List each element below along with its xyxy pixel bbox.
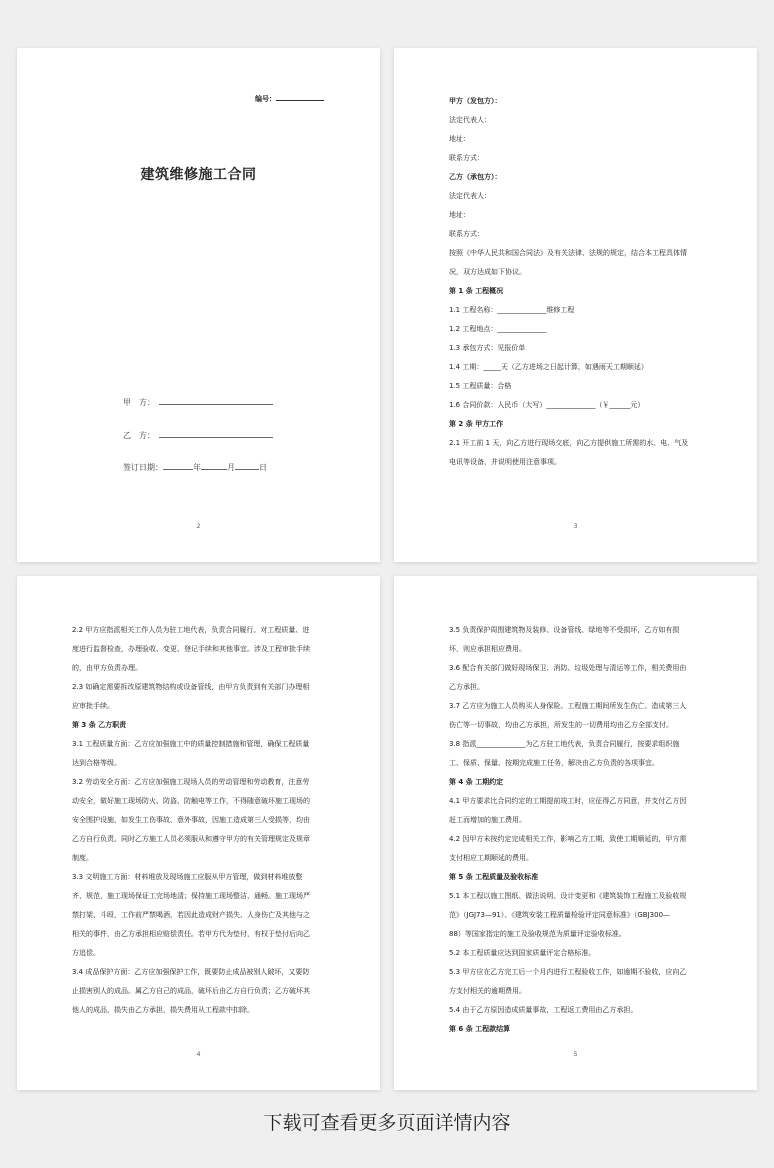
text-line: 2.1 开工前 1 天，向乙方进行现场交底，向乙方提供施工所需的水、电、气及: [449, 439, 689, 447]
text-line: 他人的成品，损失由乙方承担，损失费用从工程款中扣除。: [72, 1006, 254, 1014]
text-line: 3.7 乙方应为施工人员购买人身保险。工程施工期间所发生伤亡、造成第三人: [449, 702, 687, 710]
page-2-cover: [17, 48, 380, 562]
text-line: 1.1 工程名称：______________维修工程: [449, 306, 575, 314]
text-line: 电讯等设备，并说明使用注意事项。: [449, 458, 561, 466]
contract-number: 编号：: [255, 92, 324, 104]
text-line: 2.2 甲方应指派相关工作人员为驻工地代表，负责合同履行。对工程质量、进: [72, 626, 310, 634]
section-heading: 乙方（承包方）：: [449, 173, 502, 181]
text-line: 安全围护设施，如发生工伤事故、意外事故，因施工造成第三人受损等，均由: [72, 816, 310, 824]
text-line: 况，双方达成如下协议。: [449, 268, 526, 276]
text-line: 齐、规范，施工现场保证工完场地清；保持施工现场整洁、通畅。施工现场严: [72, 892, 310, 900]
text-line: 联系方式：: [449, 154, 484, 162]
page-4: [17, 576, 380, 1090]
text-line: 4.2 因甲方未按约定完成相关工作，影响乙方工期，致使工期顺延的，甲方需: [449, 835, 687, 843]
page-3: [394, 48, 757, 562]
section-heading: 第 4 条 工期约定: [449, 778, 504, 786]
section-heading: 第 6 条 工程款结算: [449, 1025, 511, 1033]
text-line: 制度。: [72, 854, 93, 862]
party-a-line: 甲 方：: [123, 395, 273, 408]
text-line: 3.8 指派______________为乙方驻工地代表，负责合同履行，按要求组织施: [449, 740, 680, 748]
page-number: 5: [573, 1051, 578, 1058]
party-b-line: 乙 方：: [123, 428, 273, 441]
text-line: 5.3 甲方应在乙方完工后一个月内进行工程验收工作，如逾期不验收，应向乙: [449, 968, 687, 976]
text-line: 应审批手续。: [72, 702, 114, 710]
text-line: 范》（JGJ73—91）、《建筑安装工程质量检验评定同意标准》（GBJ300—: [449, 911, 671, 919]
section-heading: 第 2 条 甲方工作: [449, 420, 504, 428]
text-line: 禁打架、斗殴，工作前严禁喝酒，若因此造成财产损失、人身伤亡及其他与之: [72, 911, 310, 919]
text-line: 88）等国家指定的施工及验收规范为质量评定验收标准。: [449, 930, 626, 938]
contract-number-blank: [276, 92, 324, 101]
text-line: 1.4 工期：_____天（乙方进场之日起计算，如遇雨天工期顺延）: [449, 363, 648, 371]
text-line: 伤亡等一切事故，均由乙方承担，所发生的一切费用均由乙方全部支付。: [449, 721, 673, 729]
text-line: 的，由甲方负责办理。: [72, 664, 142, 672]
page-3-text: [449, 92, 705, 472]
section-heading: 第 1 条 工程概况: [449, 287, 504, 295]
text-line: 方追偿。: [72, 949, 100, 957]
text-line: 止损害别人的成品。属乙方自己的成品，破坏后由乙方自行负责；乙方破坏其: [72, 987, 310, 995]
text-line: 5.4 由于乙方原因造成质量事故，工程返工费用由乙方承担。: [449, 1006, 638, 1014]
text-line: 3.4 成品保护方面：乙方应加强保护工作，既要防止成品被别人破坏，又要防: [72, 968, 310, 976]
text-line: 按照《中华人民共和国合同法》及有关法律、法规的规定，结合本工程具体情: [449, 249, 687, 257]
section-heading: 第 5 条 工程质量及验收标准: [449, 873, 539, 881]
text-line: 地址：: [449, 211, 470, 219]
text-line: 1.3 承包方式：见报价单: [449, 344, 526, 352]
text-line: 4.1 甲方要求比合同约定的工期提前竣工时，应征得乙方同意，并支付乙方因: [449, 797, 687, 805]
text-line: 法定代表人：: [449, 192, 491, 200]
text-line: 1.6 合同价款：人民币（大写）______________（￥______元）: [449, 401, 645, 409]
text-line: 5.2 本工程质量应达到国家质量评定合格标准。: [449, 949, 596, 957]
page-5: [394, 576, 757, 1090]
text-line: 地址：: [449, 135, 470, 143]
text-line: 3.2 劳动安全方面：乙方应加强施工现场人员的劳动管理和劳动教育，注意劳: [72, 778, 310, 786]
section-heading: 甲方（发包方）：: [449, 97, 502, 105]
page-number: 4: [196, 1051, 201, 1058]
text-line: 1.2 工程地点：______________: [449, 325, 547, 333]
text-line: 支付相应工期顺延的费用。: [449, 854, 533, 862]
text-line: 坏，则应承担相应费用。: [449, 645, 526, 653]
more-pages-caption: 下载可查看更多页面详情内容: [263, 1112, 511, 1134]
page-title: 建筑维修施工合同: [140, 167, 257, 183]
page-number: 2: [196, 523, 201, 530]
section-heading: 第 3 条 乙方职责: [72, 721, 127, 729]
text-line: 度进行监督检查，办理验收、变更、登记手续和其他事宜。涉及工程审批手续: [72, 645, 310, 653]
text-line: 法定代表人：: [449, 116, 491, 124]
sign-date-line: 签订日期： 年 月 日: [123, 460, 267, 473]
text-line: 乙方承担。: [449, 683, 484, 691]
text-line: 相关的事件，由乙方承担相应赔偿责任。若甲方代为垫付，有权于垫付后向乙: [72, 930, 310, 938]
text-line: 5.1 本工程以施工图纸、做法说明、设计变更和《建筑装饰工程施工及验收规: [449, 892, 687, 900]
text-line: 3.3 文明施工方面：材料堆放及现场施工应服从甲方管理，做到材料堆放整: [72, 873, 303, 881]
text-line: 联系方式：: [449, 230, 484, 238]
text-line: 方支付相关的逾期费用。: [449, 987, 526, 995]
page-5-text: [449, 621, 705, 1039]
page-4-text: [72, 621, 328, 1020]
text-line: 1.5 工程质量：合格: [449, 382, 512, 390]
text-line: 达到合格等级。: [72, 759, 121, 767]
text-line: 动安全，做好施工现场防火、防盗、防触电等工作，不得随意破坏施工现场的: [72, 797, 310, 805]
text-line: 2.3 如确定需要拆改原建筑物结构或设备管线，由甲方负责到有关部门办理相: [72, 683, 310, 691]
text-line: 乙方自行负责。同时乙方施工人员必须服从和遵守甲方的有关管理规定及规章: [72, 835, 310, 843]
text-line: 3.6 配合有关部门做好现场保卫、消防、垃圾处理与清运等工作，相关费用由: [449, 664, 687, 672]
page-number: 3: [573, 523, 578, 530]
text-line: 赶工而增加的施工费用。: [449, 816, 526, 824]
text-line: 3.1 工程质量方面：乙方应加强施工中的质量控制措施和管理，确保工程质量: [72, 740, 310, 748]
text-line: 工、保质、保量、按期完成施工任务，解决由乙方负责的各项事宜。: [449, 759, 659, 767]
text-line: 3.5 负责保护周围建筑物及装修、设备管线、绿地等不受损坏，乙方如有损: [449, 626, 680, 634]
